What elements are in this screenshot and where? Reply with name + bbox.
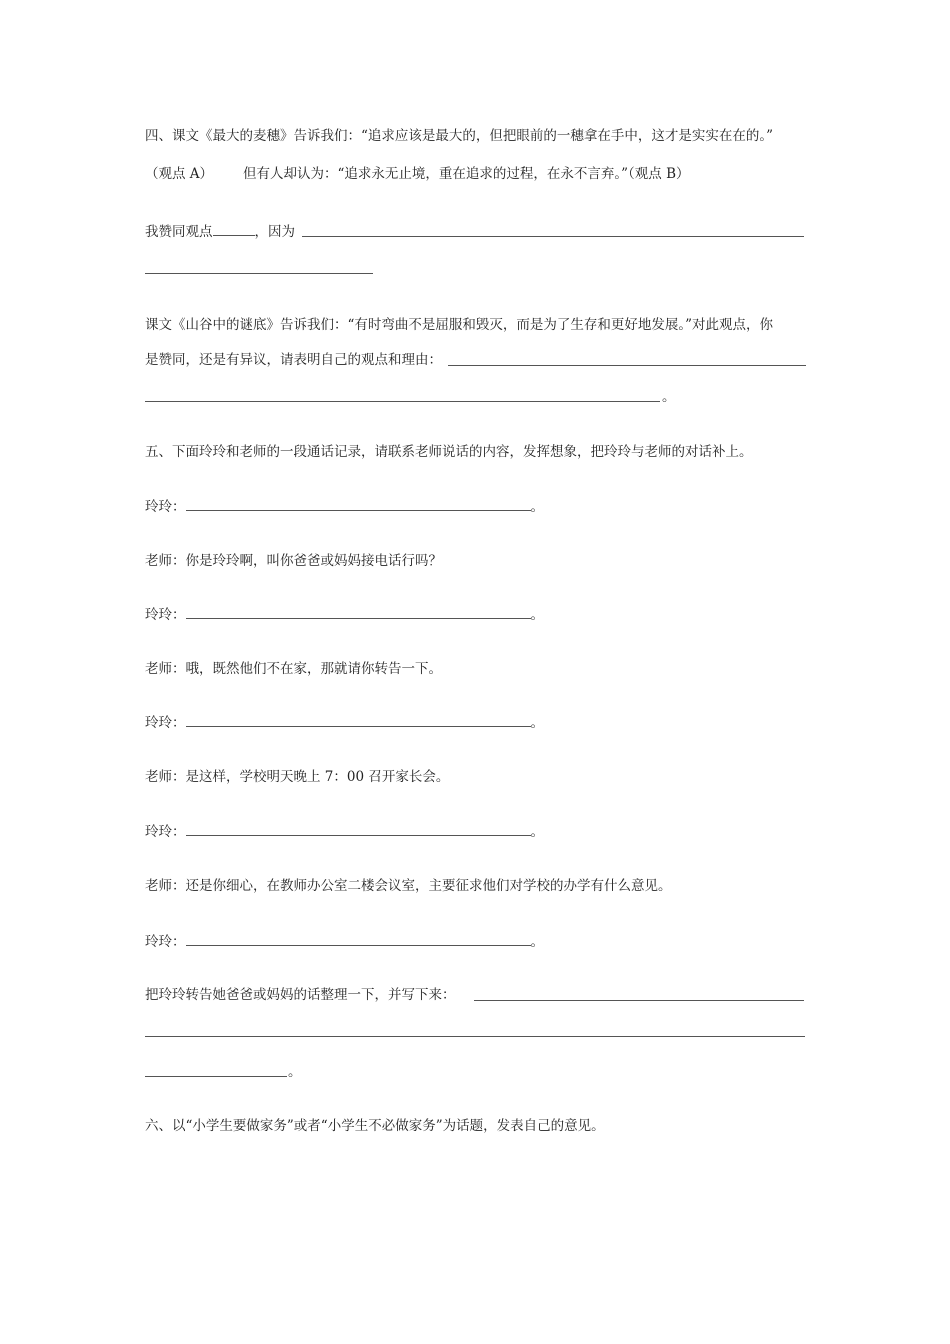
q4-valley-line-2: 是赞同，还是有异议，请表明自己的观点和理由：: [145, 352, 442, 368]
q5-intro: 五、下面玲玲和老师的一段通话记录，请联系老师说话的内容，发挥想象，把玲玲与老师的对话补上。: [145, 444, 753, 460]
lingling-line-3: [145, 713, 810, 732]
period-mark: 。: [530, 934, 544, 950]
lingling-line-2: [145, 605, 810, 624]
summary-period: 。: [288, 1064, 302, 1080]
q4-valley-line-1: 课文《山谷中的谜底》告诉我们：“有时弯曲不是屈服和毁灭，而是为了生存和更好地发展。”对此观点，你: [145, 317, 774, 333]
period-mark: 。: [530, 824, 544, 840]
teacher-line-2: 老师：哦，既然他们不在家，那就请你转告一下。: [145, 661, 442, 677]
q6-prompt: 六、以“小学生要做家务”或者“小学生不必做家务”为话题，发表自己的意见。: [145, 1118, 605, 1134]
lingling-line-1: [145, 497, 810, 516]
lingling-line-5: [145, 932, 810, 951]
period-mark: 。: [530, 607, 544, 623]
q4-reason-blank-2[interactable]: [145, 273, 373, 274]
q4-reason-blank-1[interactable]: [302, 236, 804, 237]
q4-view-blank[interactable]: [213, 222, 255, 236]
q4-valley-blank-2[interactable]: [145, 401, 660, 402]
period-mark: 。: [530, 499, 544, 515]
q4-view-a: （观点 A）: [145, 166, 214, 182]
lingling-answer-blank-1[interactable]: [186, 497, 531, 511]
q4-valley-blank-1[interactable]: [448, 365, 806, 366]
summary-blank-2[interactable]: [145, 1036, 805, 1037]
lingling-answer-blank-2[interactable]: [186, 605, 531, 619]
lingling-label: 玲玲：: [145, 607, 186, 623]
lingling-label: 玲玲：: [145, 934, 186, 950]
teacher-line-4: 老师：还是你细心，在教师办公室二楼会议室，主要征求他们对学校的办学有什么意见。: [145, 878, 672, 894]
q4-valley-period: 。: [662, 389, 676, 405]
teacher-line-3: 老师：是这样，学校明天晚上 7：00 召开家长会。: [145, 769, 450, 785]
summary-blank-1[interactable]: [474, 1000, 804, 1001]
lingling-answer-blank-5[interactable]: [186, 932, 531, 946]
lingling-label: 玲玲：: [145, 499, 186, 515]
summary-blank-3[interactable]: [145, 1076, 287, 1077]
q4-agree-prefix: 我赞同观点: [145, 224, 213, 240]
q4-line-2: 但有人却认为：“追求永无止境，重在追求的过程，在永不言弃。”（观点 B）: [243, 166, 690, 182]
lingling-answer-blank-3[interactable]: [186, 713, 531, 727]
lingling-label: 玲玲：: [145, 715, 186, 731]
q4-because: ，因为: [254, 224, 295, 240]
q5-summary: 把玲玲转告她爸爸或妈妈的话整理一下，并写下来：: [145, 987, 456, 1003]
lingling-answer-blank-4[interactable]: [186, 822, 531, 836]
period-mark: 。: [530, 715, 544, 731]
lingling-label: 玲玲：: [145, 824, 186, 840]
lingling-line-4: [145, 822, 810, 841]
q4-agree-line: [145, 222, 810, 241]
q4-line-1: 四、课文《最大的麦穗》告诉我们：“追求应该是最大的，但把眼前的一穗拿在手中，这才是实实在在的。”: [145, 128, 774, 144]
teacher-line-1: 老师：你是玲玲啊，叫你爸爸或妈妈接电话行吗？: [145, 553, 442, 569]
